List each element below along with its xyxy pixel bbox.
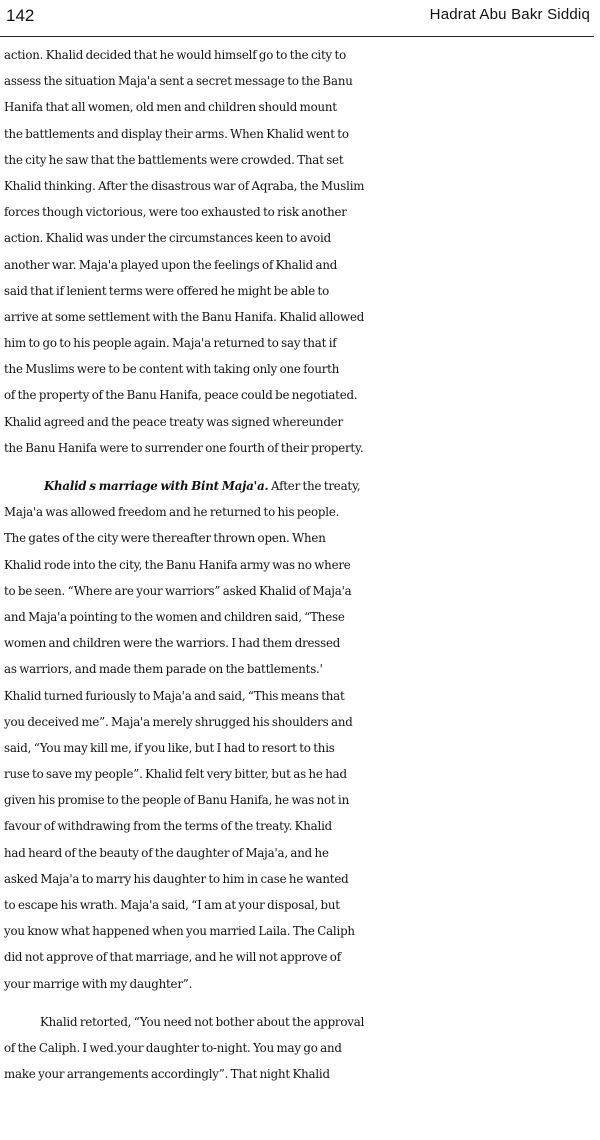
- text-line: ruse to save my people”. Khalid felt very bitter, but as he had: [4, 767, 347, 782]
- text-line: given his promise to the people of Banu Hanifa, he was not in: [4, 793, 349, 808]
- text-line: your marrige with my daughter”.: [4, 976, 193, 991]
- text-line: of the property of the Banu Hanifa, peace could be negotiated.: [4, 388, 358, 403]
- header-rule: [0, 36, 594, 37]
- text-line: Khalid agreed and the peace treaty was signed whereunder: [4, 414, 343, 429]
- text-line: you deceived me”. Maja'a merely shrugged his shoulders and: [4, 714, 353, 729]
- text-line: Khalid retorted, “You need not bother about the approval: [40, 1014, 365, 1029]
- text-line: another war. Maja'a played upon the feelings of Khalid and: [4, 257, 338, 272]
- text-line: to be seen. “Where are your warriors” asked Khalid of Maja'a: [4, 583, 352, 598]
- text-line: had heard of the beauty of the daughter of Maja'a, and he: [4, 845, 329, 860]
- text-line: The gates of the city were thereafter thrown open. When: [4, 531, 326, 546]
- section-heading: Khalid s marriage with Bint Maja'a.: [44, 479, 269, 493]
- text-line: make your arrangements accordingly”. That night Khalid: [4, 1067, 330, 1082]
- text-line: Khalid turned furiously to Maja'a and said, “This means that: [4, 688, 345, 703]
- paragraph-gap: [4, 461, 594, 473]
- text-line: women and children were the warriors. I had them dressed: [4, 636, 341, 651]
- text-line: Khalid rode into the city, the Banu Hanifa army was no where: [4, 557, 351, 572]
- paragraph-2: [4, 473, 594, 997]
- text-line: action. Khalid decided that he would himself go to the city to: [4, 48, 346, 62]
- running-head: Hadrat Abu Bakr Siddiq: [429, 6, 590, 23]
- text-line: did not approve of that marriage, and he will not approve of: [4, 950, 341, 965]
- text-line: the Muslims were to be content with taking only one fourth: [4, 362, 340, 377]
- paragraph-1: [4, 42, 594, 461]
- text-line: and Maja'a pointing to the women and children said, “These: [4, 609, 345, 624]
- paragraph-3: [4, 1009, 594, 1088]
- heading-line-rest: After the treaty,: [268, 479, 361, 493]
- text-line: the battlements and display their arms. When Khalid went to: [4, 126, 349, 141]
- text-line: as warriors, and made them parade on the battlements.': [4, 662, 323, 677]
- text-line: action. Khalid was under the circumstances keen to avoid: [4, 231, 331, 246]
- text-line: you know what happened when you married Laila. The Caliph: [4, 924, 355, 939]
- page-number: 142: [6, 6, 35, 25]
- text-line: forces though victorious, were too exhausted to risk another: [4, 205, 347, 220]
- text-line: arrive at some settlement with the Banu Hanifa. Khalid allowed: [4, 309, 365, 324]
- page-header: [6, 6, 590, 30]
- text-line: Maja'a was allowed freedom and he returned to his people.: [4, 505, 340, 520]
- body-text: [4, 42, 594, 1087]
- text-line: of the Caliph. I wed.your daughter to-night. You may go and: [4, 1040, 342, 1055]
- text-line: to escape his wrath. Maja'a said, “I am at your disposal, but: [4, 898, 340, 912]
- text-line: assess the situation Maja'a sent a secret message to the Banu: [4, 74, 353, 89]
- text-line: Khalid thinking. After the disastrous war of Aqraba, the Muslim: [4, 178, 365, 193]
- text-line: the Banu Hanifa were to surrender one fourth of their property.: [4, 440, 364, 455]
- section-heading-line: [4, 473, 594, 499]
- text-line: favour of withdrawing from the terms of the treaty. Khalid: [4, 819, 333, 834]
- paragraph-gap: [4, 997, 594, 1009]
- text-line: said that if lenient terms were offered he might be able to: [4, 283, 329, 298]
- text-line: Hanifa that all women, old men and children should mount: [4, 100, 337, 115]
- text-line: the city he saw that the battlements were crowded. That set: [4, 152, 344, 167]
- text-line: him to go to his people again. Maja'a returned to say that if: [4, 336, 337, 351]
- text-line: asked Maja'a to marry his daughter to him in case he wanted: [4, 871, 349, 886]
- text-line: said, “You may kill me, if you like, but I had to resort to this: [4, 740, 335, 755]
